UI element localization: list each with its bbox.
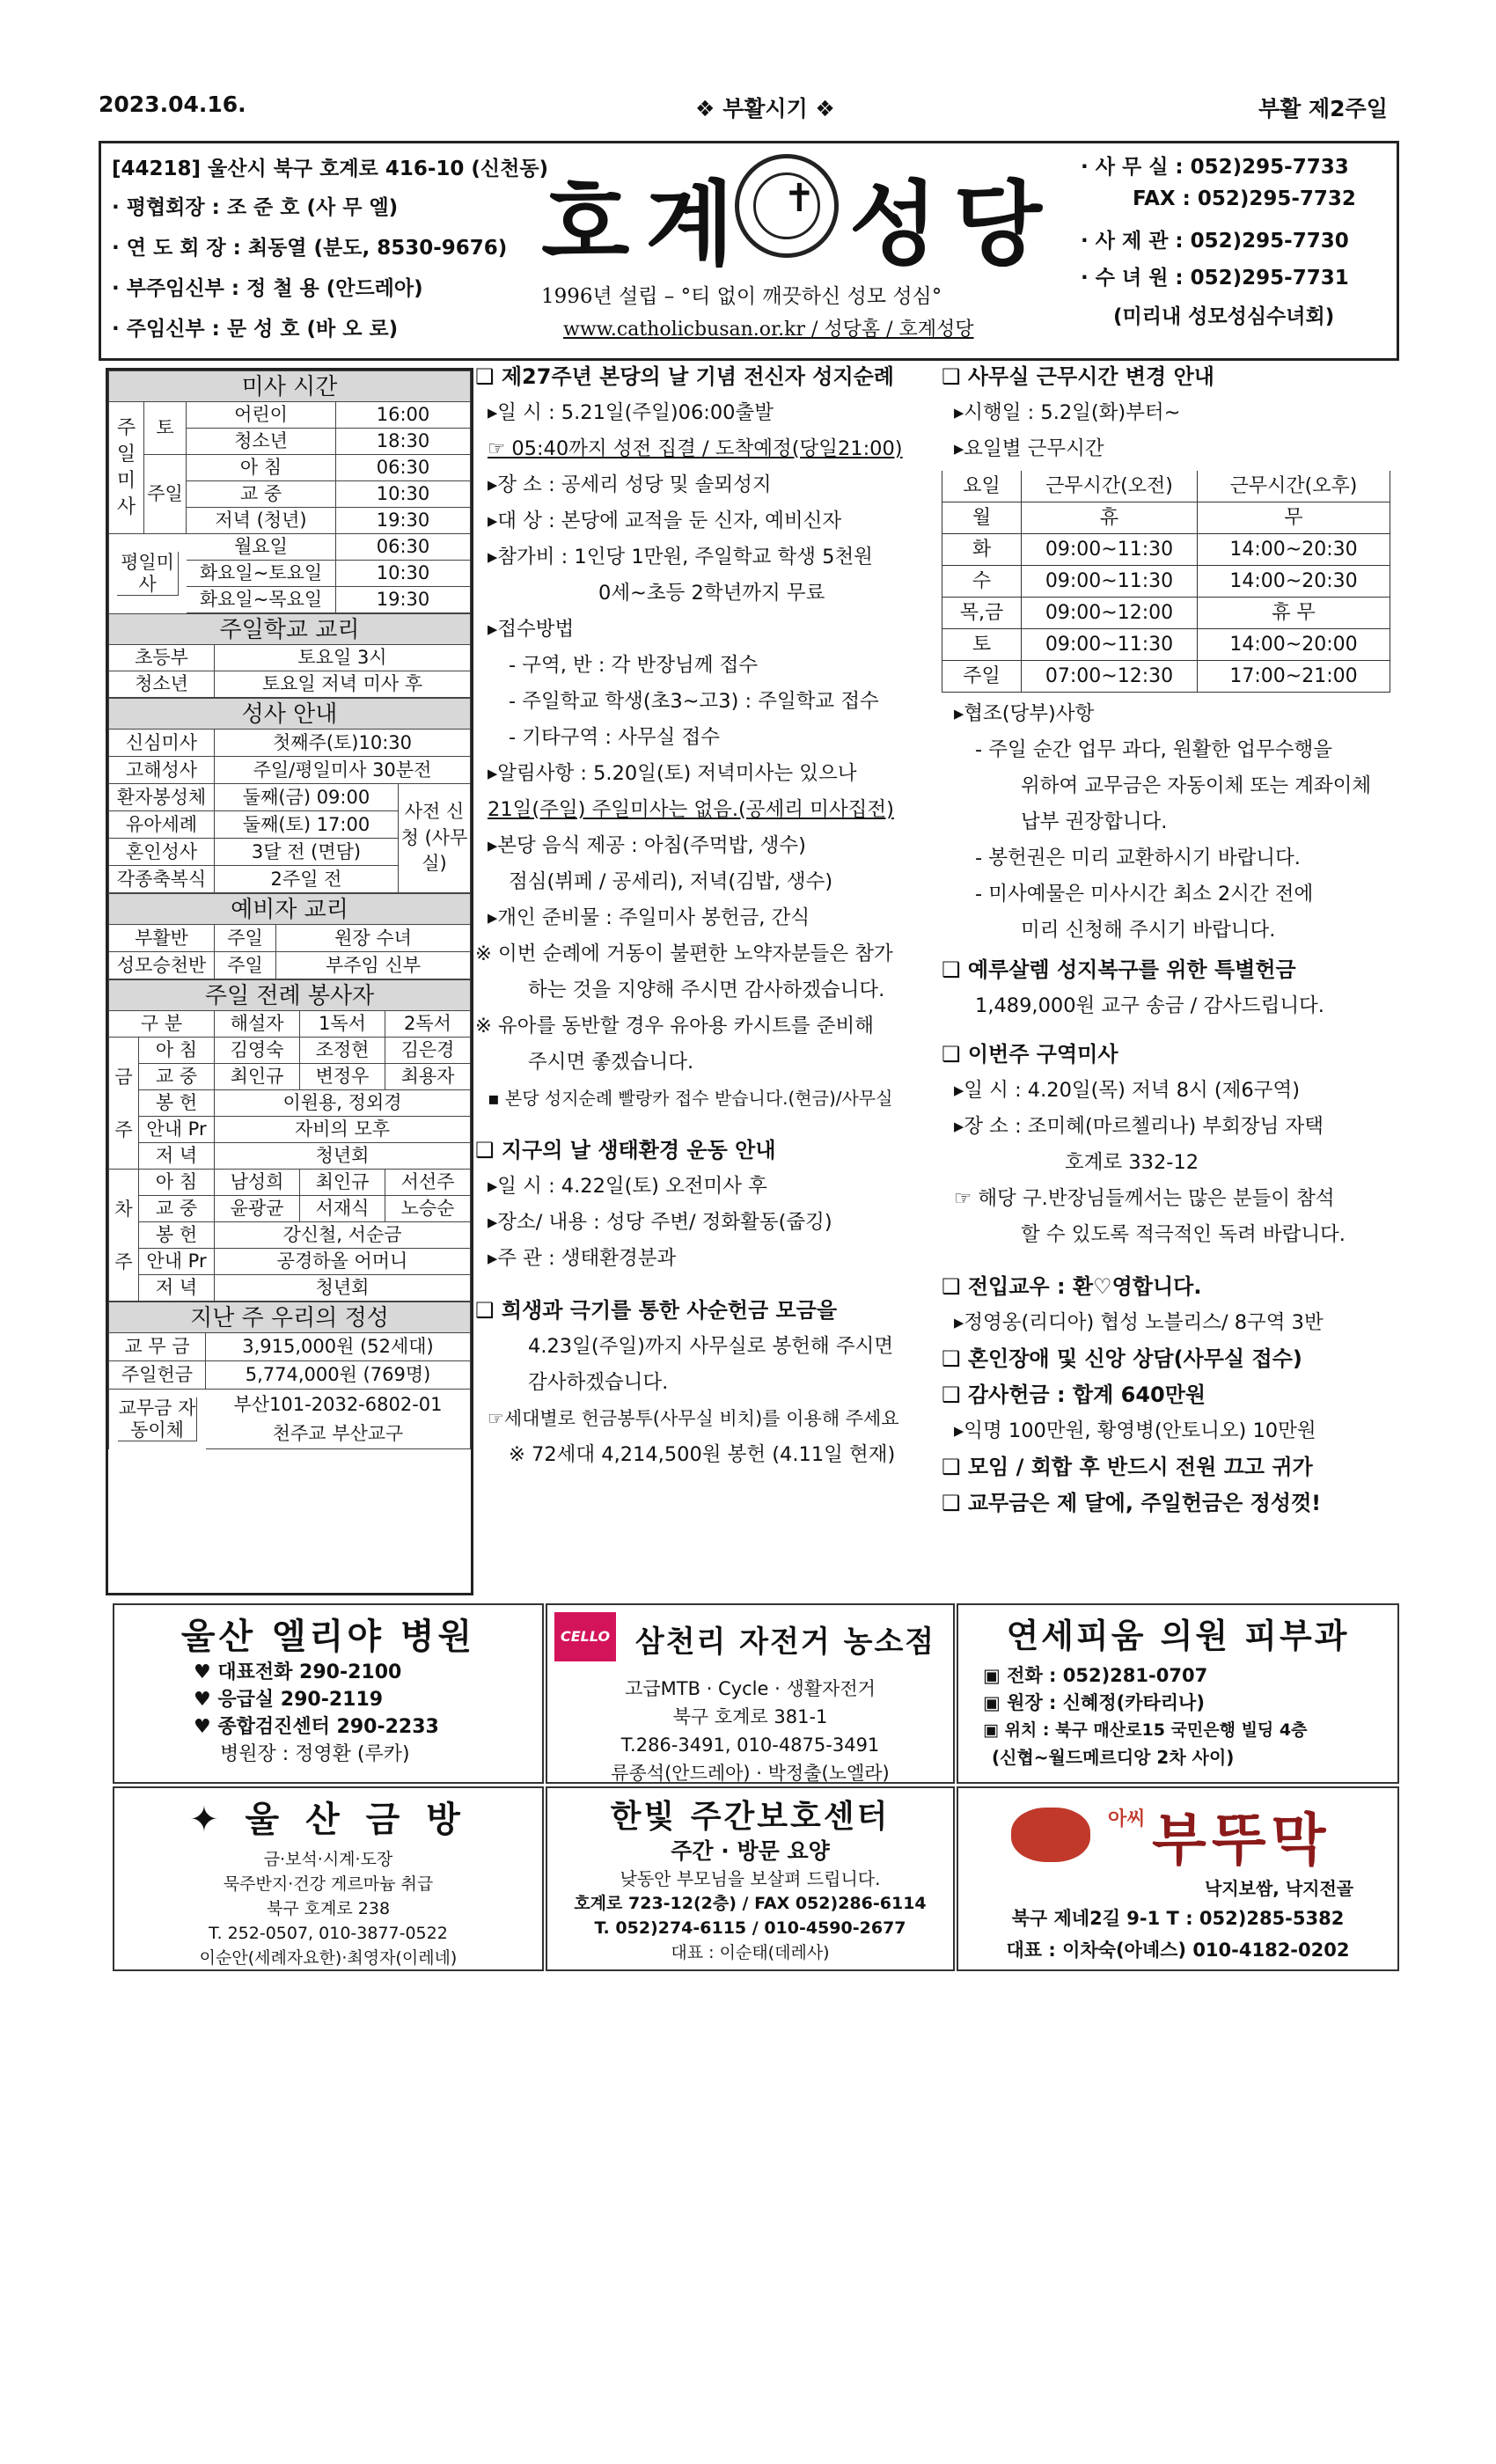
restaurant-logo-icon <box>1011 1808 1090 1862</box>
restaurant-menu: 낙지보쌈, 낙지전골 <box>1205 1878 1354 1899</box>
jerusalem-line: 1,489,000원 교구 송금 / 감사드립니다. <box>975 994 1324 1017</box>
office-hours-line: 납부 권장합니다. <box>1021 810 1168 833</box>
mass-name: 아 침 <box>187 455 336 481</box>
catechumen-table <box>108 925 471 979</box>
liturgical-week: 부활 제2주일 <box>1258 96 1388 121</box>
pilgrimage-line: ▸일 시 : 5.21일(주일)06:00출발 <box>488 401 774 424</box>
offerings-table <box>108 1333 471 1449</box>
sacrament-time: 3달 전 (면담) <box>215 839 399 866</box>
server-mass: 안내 Pr <box>139 1249 215 1275</box>
pilgrimage-line: ※ 이번 순례에 거동이 불편한 노약자분들은 참가 <box>475 942 893 965</box>
office-hours-line: - 봉헌권은 미리 교환하시기 바랍니다. <box>975 847 1301 869</box>
catechumen-day: 주일 <box>215 925 276 952</box>
office-pm: 무 <box>1198 502 1390 534</box>
daycare-line: T. 052)274-6115 / 010-4590-2677 <box>594 1918 906 1938</box>
restaurant-owner: 대표 : 이차숙(아녜스) 010-4182-0202 <box>1006 1940 1350 1961</box>
server-name: 김은경 <box>385 1038 471 1064</box>
mass-name: 화요일~목요일 <box>187 587 336 613</box>
sacrament-name: 고해성사 <box>109 757 215 784</box>
restaurant-prefix: 아씨 <box>1108 1808 1146 1830</box>
league-head: · 연 도 회 장 : 최동열 (분도, 8530-9676) <box>112 237 508 260</box>
servers-table <box>108 1011 471 1302</box>
sacrament-time: 첫째주(토)10:30 <box>215 730 471 757</box>
pilgrimage-line: 0세~초등 2학년까지 무료 <box>598 582 825 605</box>
earth-day-line: ▸장소/ 내용 : 성당 주변/ 정화활동(줍깅) <box>488 1211 832 1234</box>
jerusalem-title: ❑ 예루살렘 성지복구를 위한 특별헌금 <box>942 957 1296 982</box>
convent-phone: · 수 녀 원 : 052)295-7731 <box>1081 267 1349 290</box>
bike-shop-name: 삼천리 자전거 농소점 <box>634 1624 936 1660</box>
servers-title: 주일 전례 봉사자 <box>108 979 471 1011</box>
cello-logo-icon: CELLO <box>554 1612 616 1661</box>
earth-day-title: ❑ 지구의 날 생태환경 운동 안내 <box>475 1138 776 1162</box>
office-am: 09:00~11:30 <box>1022 629 1198 661</box>
mass-name: 저녁 (청년) <box>187 508 336 534</box>
clinic-director: ▣ 원장 : 신혜정(카타리나) <box>983 1692 1205 1713</box>
sacrament-time: 둘째(토) 17:00 <box>215 811 399 839</box>
pilgrimage-line: ※ 유아를 동반할 경우 유아용 카시트를 준비해 <box>475 1015 874 1038</box>
pilgrimage-line: 21일(주일) 주일미사는 없음.(공세리 미사집전) <box>488 798 894 821</box>
sunday-mass-label: 주일미사 <box>109 402 144 534</box>
restaurant-name: 부뚜막 <box>1152 1808 1331 1874</box>
mass-name: 어린이 <box>187 402 336 429</box>
office-pm: 휴 무 <box>1198 598 1390 629</box>
bulletin-date: 2023.04.16. <box>99 92 246 117</box>
bike-shop-line: 고급MTB · Cycle · 생활자전거 <box>625 1678 876 1699</box>
ad-dermatology <box>957 1603 1399 1784</box>
clinic-phone: ▣ 전화 : 052)281-0707 <box>983 1665 1208 1686</box>
pilgrimage-line: 주시면 좋겠습니다. <box>528 1051 694 1074</box>
jewelry-line: 북구 호계로 238 <box>266 1899 391 1918</box>
district-mass-line: 할 수 있도록 적극적인 독려 바랍니다. <box>1021 1223 1346 1246</box>
server-mass: 교 중 <box>139 1196 215 1222</box>
jewelry-shop-name: ✦ 울 산 금 방 <box>189 1800 467 1840</box>
parish-website[interactable]: www.catholicbusan.or.kr / 성당홈 / 호계성당 <box>563 319 974 341</box>
server-mass: 저 녁 <box>139 1275 215 1302</box>
class-time: 토요일 저녁 미사 후 <box>215 671 471 698</box>
server-names: 이원용, 정외경 <box>215 1090 471 1117</box>
pilgrimage-title: ❑ 제27주년 본당의 날 기념 전신자 성지순례 <box>475 364 894 389</box>
catechumen-class: 부활반 <box>109 925 215 952</box>
mass-time: 06:30 <box>336 534 471 561</box>
office-hours-table <box>942 471 1390 693</box>
district-mass-line: ▸장 소 : 조미혜(마르첼리나) 부회장님 자택 <box>954 1115 1324 1138</box>
saturday-label: 토 <box>144 402 187 455</box>
rectory-phone: · 사 제 관 : 052)295-7730 <box>1081 230 1349 253</box>
jewelry-line: T. 252-0507, 010-3877-0522 <box>209 1924 448 1943</box>
servers-header: 2독서 <box>385 1011 471 1038</box>
pilgrimage-line: ▸알림사항 : 5.20일(토) 저녁미사는 있으나 <box>488 762 857 785</box>
mass-time: 19:30 <box>336 508 471 534</box>
office-am: 09:00~12:00 <box>1022 598 1198 629</box>
server-name: 김영숙 <box>215 1038 300 1064</box>
transfer-notice: ❑ 전입교우 : 환♡영합니다. <box>942 1274 1202 1299</box>
office-hours-sub: ▸요일별 근무시간 <box>954 437 1104 460</box>
office-pm: 14:00~20:30 <box>1198 566 1390 598</box>
jewelry-line: 이순안(세례자요한)·최영자(이레네) <box>199 1948 458 1968</box>
mass-name: 화요일~토요일 <box>187 561 336 587</box>
catechumen-teacher: 원장 수녀 <box>276 925 471 952</box>
server-name: 서선주 <box>385 1170 471 1196</box>
advance-request-note: 사전 신청 (사무실) <box>399 784 471 893</box>
server-mass: 아 침 <box>139 1170 215 1196</box>
class-time: 토요일 3시 <box>215 645 471 671</box>
thanks-detail: ▸익명 100만원, 황영병(안토니오) 10만원 <box>954 1419 1316 1442</box>
ad-daycare-center <box>546 1786 955 1971</box>
pilgrimage-line: ▸장 소 : 공세리 성당 및 솔뫼성지 <box>488 473 772 496</box>
catechumen-day: 주일 <box>215 952 276 979</box>
jewelry-line: 묵주반지·건강 게르마늄 취급 <box>223 1874 434 1894</box>
fax-number: FAX : 052)295-7732 <box>1133 187 1356 210</box>
class-name: 청소년 <box>109 671 215 698</box>
thanks-offering: ❑ 감사헌금 : 합계 640만원 <box>942 1382 1206 1407</box>
server-mass: 봉 헌 <box>139 1090 215 1117</box>
mass-time: 10:30 <box>336 561 471 587</box>
this-week-label: 금주 <box>109 1038 139 1170</box>
parish-emblem-icon: ✝ <box>735 154 839 258</box>
ad-jewelry-shop <box>113 1786 544 1971</box>
lent-offering-line: 4.23일(주일)까지 사무실로 봉헌해 주시면 <box>528 1335 894 1358</box>
server-names: 공경하올 어머니 <box>215 1249 471 1275</box>
sunday-label: 주일 <box>144 455 187 534</box>
sacrament-name: 유아세례 <box>109 811 215 839</box>
pilgrimage-line: ▸대 상 : 본당에 교적을 둔 신자, 예비신자 <box>488 510 842 532</box>
offering-name: 주일헌금 <box>109 1361 206 1390</box>
sacrament-name: 환자봉성체 <box>109 784 215 811</box>
office-pm: 14:00~20:00 <box>1198 629 1390 661</box>
sacrament-time: 2주일 전 <box>215 866 399 893</box>
sunday-school-table <box>108 645 471 698</box>
server-name: 남성희 <box>215 1170 300 1196</box>
mass-name: 청소년 <box>187 429 336 455</box>
pilgrimage-line: ☞ 05:40까지 성전 집결 / 도착예정(당일21:00) <box>488 437 903 460</box>
earth-day-line: ▸일 시 : 4.22일(토) 오전미사 후 <box>488 1175 767 1198</box>
pilgrimage-line: - 구역, 반 : 각 반장님께 접수 <box>509 654 759 677</box>
mass-schedule-title: 미사 시간 <box>108 370 471 402</box>
sacrament-name: 각종축복식 <box>109 866 215 893</box>
pastor: · 주임신부 : 문 성 호 (바 오 로) <box>112 318 399 341</box>
server-mass: 저 녁 <box>139 1143 215 1170</box>
mass-time: 18:30 <box>336 429 471 455</box>
parish-address: [44218] 울산시 북구 호계로 416-10 (신천동) <box>112 158 549 180</box>
hospital-name: 울산 엘리야 병원 <box>180 1617 476 1657</box>
sacrament-name: 혼인성사 <box>109 839 215 866</box>
bank-name: 천주교 부산교구 <box>206 1419 471 1449</box>
lent-offering-line: ※ 72세대 4,214,500원 봉헌 (4.11일 현재) <box>509 1443 896 1466</box>
ad-restaurant <box>957 1786 1399 1971</box>
district-mass-line: ▸일 시 : 4.20일(목) 저녁 8시 (제6구역) <box>954 1079 1300 1102</box>
hospital-checkup-phone: ♥ 종합검진센터 290-2233 <box>194 1716 439 1738</box>
lent-offering-line: 감사하겠습니다. <box>528 1371 669 1394</box>
server-name: 노승순 <box>385 1196 471 1222</box>
office-day: 수 <box>942 566 1022 598</box>
offering-value: 3,915,000원 (52세대) <box>206 1333 471 1361</box>
server-name: 조정현 <box>300 1038 385 1064</box>
district-mass-line: 호계로 332-12 <box>1065 1151 1199 1174</box>
mass-time: 19:30 <box>336 587 471 613</box>
pilgrimage-line: 점심(뷔페 / 공세리), 저녁(김밥, 생수) <box>509 870 833 893</box>
daycare-name: 한빛 주간보호센터 <box>610 1799 891 1835</box>
district-mass-title: ❑ 이번주 구역미사 <box>942 1042 1118 1067</box>
office-am: 09:00~11:30 <box>1022 566 1198 598</box>
sacrament-time: 주일/평일미사 30분전 <box>215 757 471 784</box>
server-names: 청년회 <box>215 1275 471 1302</box>
sunday-school-title: 주일학교 교리 <box>108 613 471 645</box>
tithe-notice: ❑ 교무금은 제 달에, 주일헌금은 정성껏! <box>942 1491 1322 1515</box>
left-info-column <box>106 368 473 1595</box>
pilgrimage-line: ▸본당 음식 제공 : 아침(주먹밥, 생수) <box>488 834 806 857</box>
convent-name: (미리내 성모성심수녀회) <box>1113 305 1335 328</box>
founding-motto: 1996년 설립 – °티 없이 깨끗하신 성모 성심° <box>541 285 942 308</box>
clinic-location: ▣ 위치 : 북구 매산로15 국민은행 빌딩 4층 <box>983 1720 1308 1740</box>
auto-transfer-label: 교무금 자동이체 <box>118 1397 196 1441</box>
office-hours-line: 위하여 교무금은 자동이체 또는 계좌이체 <box>1021 774 1372 797</box>
ad-bicycle-shop <box>546 1603 955 1784</box>
pilgrimage-line: 하는 것을 지양해 주시면 감사하겠습니다. <box>528 979 885 1001</box>
server-name: 최인규 <box>300 1170 385 1196</box>
transfer-detail: ▸정영옹(리디아) 협성 노블리스/ 8구역 3반 <box>954 1311 1324 1334</box>
pilgrimage-line: ▸접수방법 <box>488 618 575 641</box>
sacrament-name: 신심미사 <box>109 730 215 757</box>
server-mass: 안내 Pr <box>139 1117 215 1143</box>
ad-elijah-hospital <box>113 1603 544 1784</box>
bank-account: 부산101-2032-6802-01 <box>206 1390 471 1419</box>
server-name: 서재식 <box>300 1196 385 1222</box>
server-names: 강신철, 서순금 <box>215 1222 471 1249</box>
bike-shop-line: 북구 호계로 381-1 <box>672 1706 828 1727</box>
office-day: 목,금 <box>942 598 1022 629</box>
pilgrimage-line: ▸참가비 : 1인당 1만원, 주일학교 학생 5천원 <box>488 546 873 568</box>
parish-header <box>99 141 1399 361</box>
daycare-line: 주간 · 방문 요양 <box>671 1838 830 1864</box>
office-pm: 17:00~21:00 <box>1198 661 1390 693</box>
lent-offering-title: ❑ 희생과 극기를 통한 사순헌금 모금을 <box>475 1298 838 1323</box>
office-hours-title: ❑ 사무실 근무시간 변경 안내 <box>942 364 1214 389</box>
jewelry-line: 금·보석·시계·도장 <box>263 1850 393 1869</box>
server-mass: 봉 헌 <box>139 1222 215 1249</box>
lent-offering-line: ☞세대별로 헌금봉투(사무실 비치)를 이용해 주세요 <box>488 1408 899 1429</box>
earth-day-line: ▸주 관 : 생태환경분과 <box>488 1247 677 1270</box>
server-name: 변정우 <box>300 1064 385 1090</box>
office-day: 주일 <box>942 661 1022 693</box>
sacraments-table <box>108 730 471 893</box>
daycare-line: 대표 : 이순태(데레사) <box>671 1943 830 1962</box>
pastoral-council-head: · 평협회장 : 조 준 호 (사 무 엘) <box>112 196 399 219</box>
server-name: 윤광균 <box>215 1196 300 1222</box>
mass-time: 06:30 <box>336 455 471 481</box>
office-phone: · 사 무 실 : 052)295-7733 <box>1081 156 1349 179</box>
catechumen-class: 성모승천반 <box>109 952 215 979</box>
middle-notices-column <box>475 359 942 1473</box>
restaurant-address: 북구 제네2길 9-1 T : 052)285-5382 <box>1011 1908 1345 1929</box>
office-hours-line: - 주일 순간 업무 과다, 원활한 업무수행을 <box>975 738 1332 761</box>
servers-header: 구 분 <box>109 1011 215 1038</box>
office-hours-start: ▸시행일 : 5.2일(화)부터~ <box>954 401 1181 424</box>
server-mass: 아 침 <box>139 1038 215 1064</box>
offerings-title: 지난 주 우리의 정성 <box>108 1302 471 1333</box>
office-hours-line: 미리 신청해 주시기 바랍니다. <box>1021 919 1276 942</box>
class-name: 초등부 <box>109 645 215 671</box>
lights-off-notice: ❑ 모임 / 회합 후 반드시 전원 끄고 귀가 <box>942 1455 1313 1479</box>
pilgrimage-line: ▸개인 준비물 : 주일미사 봉헌금, 간식 <box>488 906 810 929</box>
clinic-name: 연세피움 의원 피부과 <box>1006 1617 1350 1655</box>
district-mass-line: ☞ 해당 구.반장님들께서는 많은 분들이 참석 <box>954 1187 1335 1210</box>
daycare-line: 호계로 723-12(2층) / FAX 052)286-6114 <box>574 1894 927 1913</box>
office-hours-header: 요일 <box>942 471 1022 502</box>
liturgical-season: ❖ 부활시기 ❖ <box>695 96 835 121</box>
office-day: 화 <box>942 534 1022 566</box>
offering-value: 5,774,000원 (769명) <box>206 1361 471 1390</box>
server-name: 최용자 <box>385 1064 471 1090</box>
offering-name: 교 무 금 <box>109 1333 206 1361</box>
catechumen-teacher: 부주임 신부 <box>276 952 471 979</box>
mass-name: 교 중 <box>187 481 336 508</box>
pilgrimage-line: ▪ 본당 성지순례 빨랑카 접수 받습니다.(현금)/사무실 <box>488 1088 893 1109</box>
mass-schedule-table <box>108 402 471 613</box>
weekday-mass-label: 평일미사 <box>117 552 179 595</box>
hospital-director: 병원장 : 정영환 (루카) <box>220 1743 410 1765</box>
office-hours-line: - 미사예물은 미사시간 최소 2시간 전에 <box>975 883 1314 906</box>
server-name: 최인규 <box>215 1064 300 1090</box>
clinic-location-detail: (신협~월드메르디앙 2차 사이) <box>992 1747 1235 1768</box>
hospital-main-phone: ♥ 대표전화 290-2100 <box>194 1661 402 1683</box>
pilgrimage-line: - 기타구역 : 사무실 접수 <box>509 726 720 749</box>
office-am: 09:00~11:30 <box>1022 534 1198 566</box>
mass-time: 16:00 <box>336 402 471 429</box>
office-am: 07:00~12:30 <box>1022 661 1198 693</box>
server-mass: 교 중 <box>139 1064 215 1090</box>
bike-shop-line: T.286-3491, 010-4875-3491 <box>620 1734 880 1756</box>
bike-shop-line: 류종석(안드레아) · 박정출(노엘라) <box>611 1763 890 1784</box>
parish-title-left: 호계 <box>541 170 750 278</box>
office-pm: 14:00~20:30 <box>1198 534 1390 566</box>
next-week-label: 차주 <box>109 1170 139 1302</box>
parish-title-right: 성당 <box>849 170 1058 278</box>
pilgrimage-line: - 주일학교 학생(초3~고3) : 주일학교 접수 <box>509 690 879 713</box>
mass-time: 10:30 <box>336 481 471 508</box>
office-day: 월 <box>942 502 1022 534</box>
office-hours-header: 근무시간(오후) <box>1198 471 1390 502</box>
office-day: 토 <box>942 629 1022 661</box>
marriage-notice: ❑ 혼인장애 및 신앙 상담(사무실 접수) <box>942 1346 1302 1371</box>
assistant-priest: · 부주임신부 : 정 철 용 (안드레아) <box>112 277 423 300</box>
office-hours-header: 근무시간(오전) <box>1022 471 1198 502</box>
sacrament-time: 둘째(금) 09:00 <box>215 784 399 811</box>
right-notices-column <box>942 359 1399 1522</box>
catechumen-title: 예비자 교리 <box>108 893 471 925</box>
server-names: 자비의 모후 <box>215 1117 471 1143</box>
mass-name: 월요일 <box>187 534 336 561</box>
sacraments-title: 성사 안내 <box>108 698 471 730</box>
servers-header: 해설자 <box>215 1011 300 1038</box>
office-am: 휴 <box>1022 502 1198 534</box>
daycare-line: 낮동안 부모님을 보살펴 드립니다. <box>620 1868 881 1889</box>
hospital-er-phone: ♥ 응급실 290-2119 <box>194 1689 384 1711</box>
server-names: 청년회 <box>215 1143 471 1170</box>
office-hours-line: ▸협조(당부)사항 <box>954 702 1095 725</box>
servers-header: 1독서 <box>300 1011 385 1038</box>
